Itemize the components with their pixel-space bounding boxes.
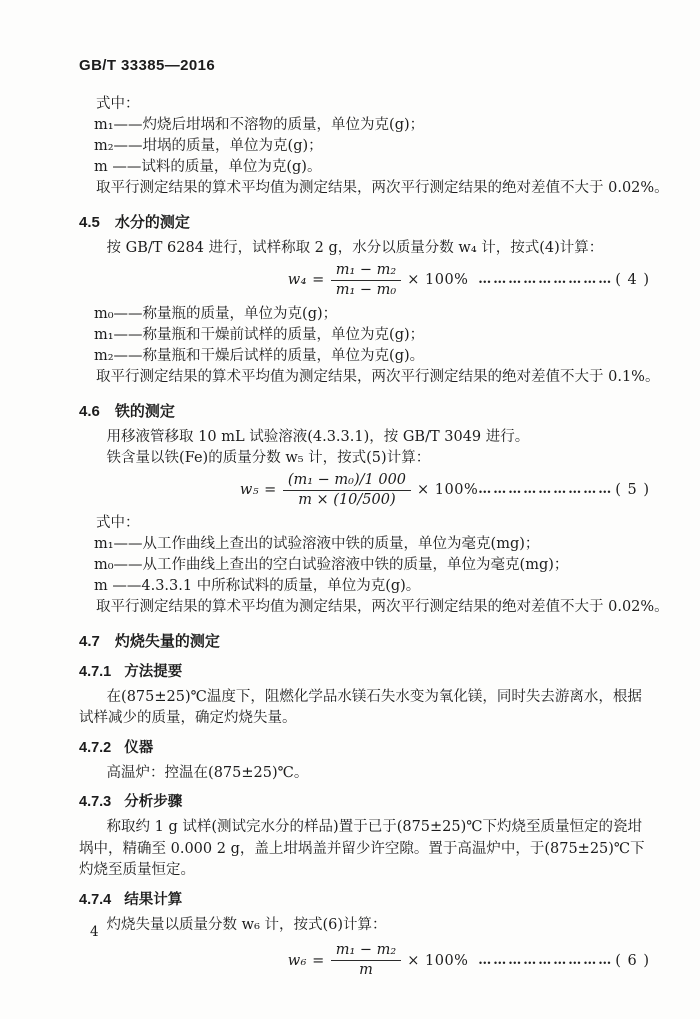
section-title: 铁的测定: [114, 402, 175, 420]
formula-6-expression: [288, 942, 469, 979]
where-label: 式中：: [96, 96, 140, 112]
parallel-determination-note: 取平行测定结果的算术平均值为测定结果，两次平行测定结果的绝对差值不大于 0.1%。: [96, 368, 660, 385]
formula-lhs: w₄ =: [287, 272, 325, 288]
equation-number: ( 4 ): [615, 272, 650, 288]
section-4-6-paragraph: 铁含量以铁(Fe)的质量分数 w₅ 计，按式(5)计算：: [106, 450, 431, 466]
section-4-7-2-body: 高温炉：控温在(875±25)℃。: [106, 764, 309, 781]
formula-multiplier: × 100%: [407, 952, 469, 969]
section-4-7-1-body: 在(875±25)℃温度下，阻燃化学品水镁石失水变为氧化镁，同时失去游离水，根据试样减少的质量，确定灼烧失量。: [79, 688, 642, 726]
section-number: 4.7: [79, 632, 100, 650]
section-number: 4.7.1: [79, 663, 112, 680]
equation-number: ( 5 ): [615, 482, 650, 498]
section-4-7-3-body: 称取约 1 g 试样(测试完水分的样品)置于已于(875±25)℃下灼烧至质量恒定的瓷坩埚中，精确至 0.000 2 g，盖上坩埚盖并留少许空隙。置于高温炉中，于(875±25)℃下灼烧至质量恒定。: [79, 819, 645, 878]
formula-leader: [478, 482, 650, 498]
numerator: (m₁ − m₀)/1 000: [287, 471, 407, 488]
formula-leader: [468, 272, 650, 288]
fraction: [331, 262, 402, 299]
variable-definition: m ——试料的质量，单位为克(g)。: [94, 159, 322, 175]
section-title: 水分的测定: [114, 214, 190, 231]
section-4-5-heading: [79, 213, 650, 233]
formula-lhs: w₆ =: [287, 952, 325, 969]
section-title: 灼烧失量的测定: [114, 632, 220, 650]
denominator: m × (10/500): [283, 490, 411, 509]
fraction: [283, 472, 411, 509]
dots-leader: ………………………: [478, 272, 614, 287]
formula-4: [79, 262, 650, 299]
where-block-formula-3: [79, 94, 669, 199]
section-number: 4.7.2: [79, 739, 112, 756]
section-4-7-2-heading: [79, 738, 650, 758]
variable-definition: m₁——从工作曲线上查出的试验溶液中铁的质量，单位为毫克(mg)；: [94, 535, 540, 552]
denominator: m: [331, 960, 402, 979]
formula-lhs: w₅ =: [239, 482, 277, 498]
formula-multiplier: × 100%: [417, 482, 479, 498]
variable-definition: m₂——坩埚的质量，单位为克(g)；: [94, 138, 323, 154]
section-number: 4.7.3: [79, 794, 112, 810]
section-4-7-3-heading: [79, 792, 650, 812]
section-4-7: [79, 632, 650, 980]
numerator: m₁ − m₂: [335, 261, 397, 278]
denominator: m₁ − m₀: [331, 280, 402, 299]
formula-5: [79, 472, 650, 509]
variable-definition: m ——4.3.3.1 中所称试料的质量，单位为克(g)。: [94, 577, 421, 594]
section-title: 结果计算: [124, 891, 183, 908]
variable-definition: m₁——灼烧后坩埚和不溶物的质量，单位为克(g)；: [94, 117, 425, 133]
section-4-7-4-intro: 灼烧失量以质量分数 w₆ 计，按式(6)计算：: [106, 916, 387, 933]
section-4-7-1-heading: [79, 662, 650, 682]
section-title: 方法提要: [124, 663, 183, 680]
section-4-5: [79, 213, 660, 388]
fraction: [331, 942, 402, 979]
page-number: 4: [90, 924, 99, 940]
formula-6: [79, 942, 650, 979]
section-title: 仪器: [124, 739, 154, 756]
section-4-6: [79, 402, 669, 618]
equation-number: ( 6 ): [615, 952, 650, 969]
formula-4-expression: [288, 262, 469, 299]
section-4-7-heading: [79, 632, 650, 652]
section-number: 4.7.4: [79, 891, 112, 908]
section-4-5-intro: 按 GB/T 6284 进行，试样称取 2 g，水分以质量分数 w₄ 计，按式(4)计算：: [106, 240, 604, 256]
formula-5-expression: [240, 472, 478, 509]
where-label: 式中：: [96, 514, 140, 531]
section-4-7-4-heading: [79, 890, 650, 910]
formula-leader: [468, 953, 650, 969]
numerator: m₁ − m₂: [335, 942, 397, 958]
section-number: 4.5: [79, 214, 100, 231]
variable-definition: m₀——从工作曲线上查出的空白试验溶液中铁的质量，单位为毫克(mg)；: [94, 556, 569, 573]
parallel-determination-note: 取平行测定结果的算术平均值为测定结果，两次平行测定结果的绝对差值不大于 0.02%。: [96, 180, 669, 196]
variable-definition: m₁——称量瓶和干燥前试样的质量，单位为克(g)；: [94, 326, 425, 343]
dots-leader: ………………………: [478, 952, 614, 968]
section-4-6-heading: [79, 402, 650, 422]
variable-definition: m₂——称量瓶和干燥后试样的质量，单位为克(g)。: [94, 347, 425, 364]
formula-multiplier: × 100%: [407, 272, 469, 288]
parallel-determination-note: 取平行测定结果的算术平均值为测定结果，两次平行测定结果的绝对差值不大于 0.02%。: [96, 598, 669, 615]
section-4-6-paragraph: 用移液管移取 10 mL 试验溶液(4.3.3.1)，按 GB/T 3049 进行。: [106, 428, 530, 445]
standard-number-header: GB/T 33385—2016: [79, 57, 216, 74]
dots-leader: ………………………: [478, 482, 614, 497]
variable-definition: m₀——称量瓶的质量，单位为克(g)；: [94, 305, 338, 322]
section-title: 分析步骤: [124, 794, 183, 810]
section-number: 4.6: [79, 402, 100, 420]
